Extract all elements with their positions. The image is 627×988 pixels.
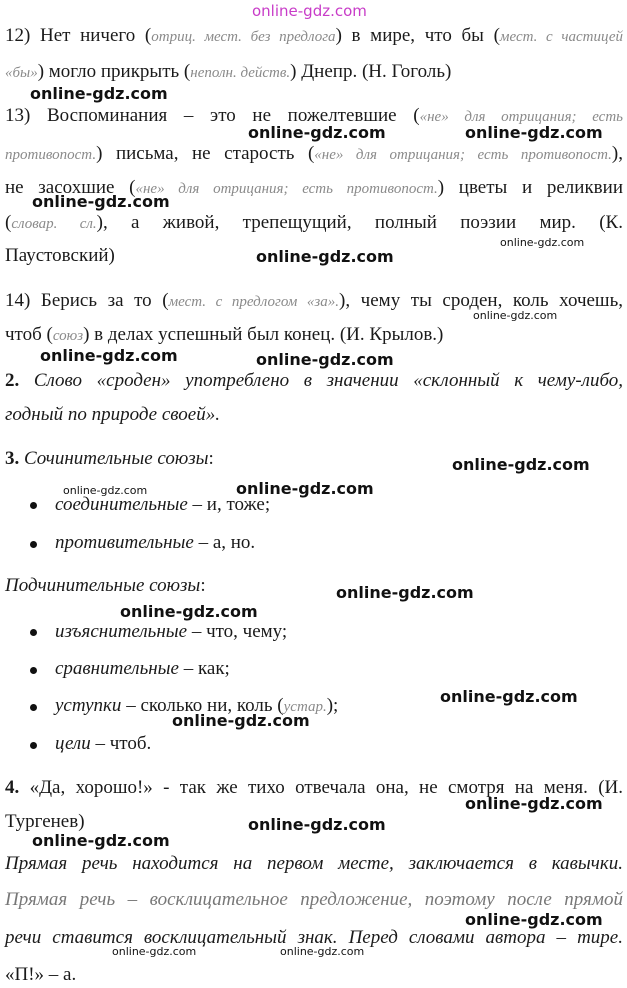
coord-item: соединительные – и, тоже; [55,494,271,515]
bullet-icon [30,742,37,749]
sentence-13-line-4: (словар. сл.), а живой, трепещущий, полный поэзии мир. (К. [5,212,623,233]
sentence-14-line-2: чтоб (союз) в делах успешный был конец. (И. Крылов.) [5,324,444,345]
sentence-13-line-3: не засохшие («не» для отрицания; есть противопост.) цветы и реликвии [5,177,623,198]
watermark: online-gdz.com [248,123,386,142]
point-4-line-6: «П!» – а. [5,964,77,985]
bullet-icon [30,629,37,636]
watermark: online-gdz.com [120,602,258,621]
point-3-heading: 3. Сочинительные союзы: [5,448,214,469]
watermark: online-gdz.com [112,945,197,958]
sentence-12-line-2: «бы») могло прикрыть (неполн. действ.) Днепр. (Н. Гоголь) [5,61,452,82]
sub-item: изъяснительные – что, чему; [55,621,288,642]
watermark: online-gdz.com [256,247,394,266]
watermark: online-gdz.com [336,583,474,602]
watermark: online-gdz.com [465,123,603,142]
watermark: online-gdz.com [236,479,374,498]
sentence-13-line-2: противопост.) письма, не старость («не» для отрицания; есть противопост.), [5,143,623,164]
watermark: online-gdz.com [465,794,603,813]
watermark: online-gdz.com [32,831,170,850]
watermark: online-gdz.com [248,815,386,834]
watermark: online-gdz.com [40,346,178,365]
watermark: online-gdz.com [30,84,168,103]
watermark: online-gdz.com [500,236,585,249]
point-4-line-4: Прямая речь – восклицательное предложение, поэтому после прямой [5,889,623,910]
watermark: online-gdz.com [32,192,170,211]
bullet-icon [30,502,37,509]
bullet-icon [30,667,37,674]
sub-item: сравнительные – как; [55,658,230,679]
point-4-line-5: речи ставится восклицательный знак. Перед словами автора – тире. [5,927,623,948]
sentence-14-line-1: 14) Берись за то (мест. с предлогом «за».), чему ты сроден, коль хочешь, [5,290,623,311]
bullet-icon [30,541,37,548]
sentence-12-line-1: 12) Нет ничего (отриц. мест. без предлога) в мире, что бы (мест. с частицей [5,25,624,46]
sub-item: цели – чтоб. [55,733,152,754]
point-4-line-3: Прямая речь находится на первом месте, заключается в кавычки. [5,853,623,874]
point-2-line-1: 2. Слово «сроден» употреблено в значении «склонный к чему-либо, [5,370,623,391]
watermark: online-gdz.com [440,687,578,706]
watermark: online-gdz.com [172,711,310,730]
point-2-line-2: годный по природе своей». [5,404,220,425]
watermark-top: online-gdz.com [252,2,367,20]
point-4-line-1: 4. «Да, хорошо!» - так же тихо отвечала она, не смотря на меня. (И. [5,777,623,798]
sub-item: уступки – сколько ни, коль (устар.); [55,695,339,716]
bullet-icon [30,704,37,711]
sentence-13-line-1: 13) Воспоминания – это не пожелтевшие («не» для отрицания; есть [5,105,623,126]
watermark: online-gdz.com [465,910,603,929]
watermark: online-gdz.com [256,350,394,369]
subordinate-heading: Подчинительные союзы: [5,575,206,596]
watermark: online-gdz.com [63,484,148,497]
sentence-13-line-5: Паустовский) [5,245,115,266]
watermark: online-gdz.com [280,945,365,958]
coord-item: противительные – а, но. [55,532,256,553]
watermark: online-gdz.com [452,455,590,474]
point-4-line-2: Тургенев) [5,811,85,832]
watermark: online-gdz.com [473,309,558,322]
